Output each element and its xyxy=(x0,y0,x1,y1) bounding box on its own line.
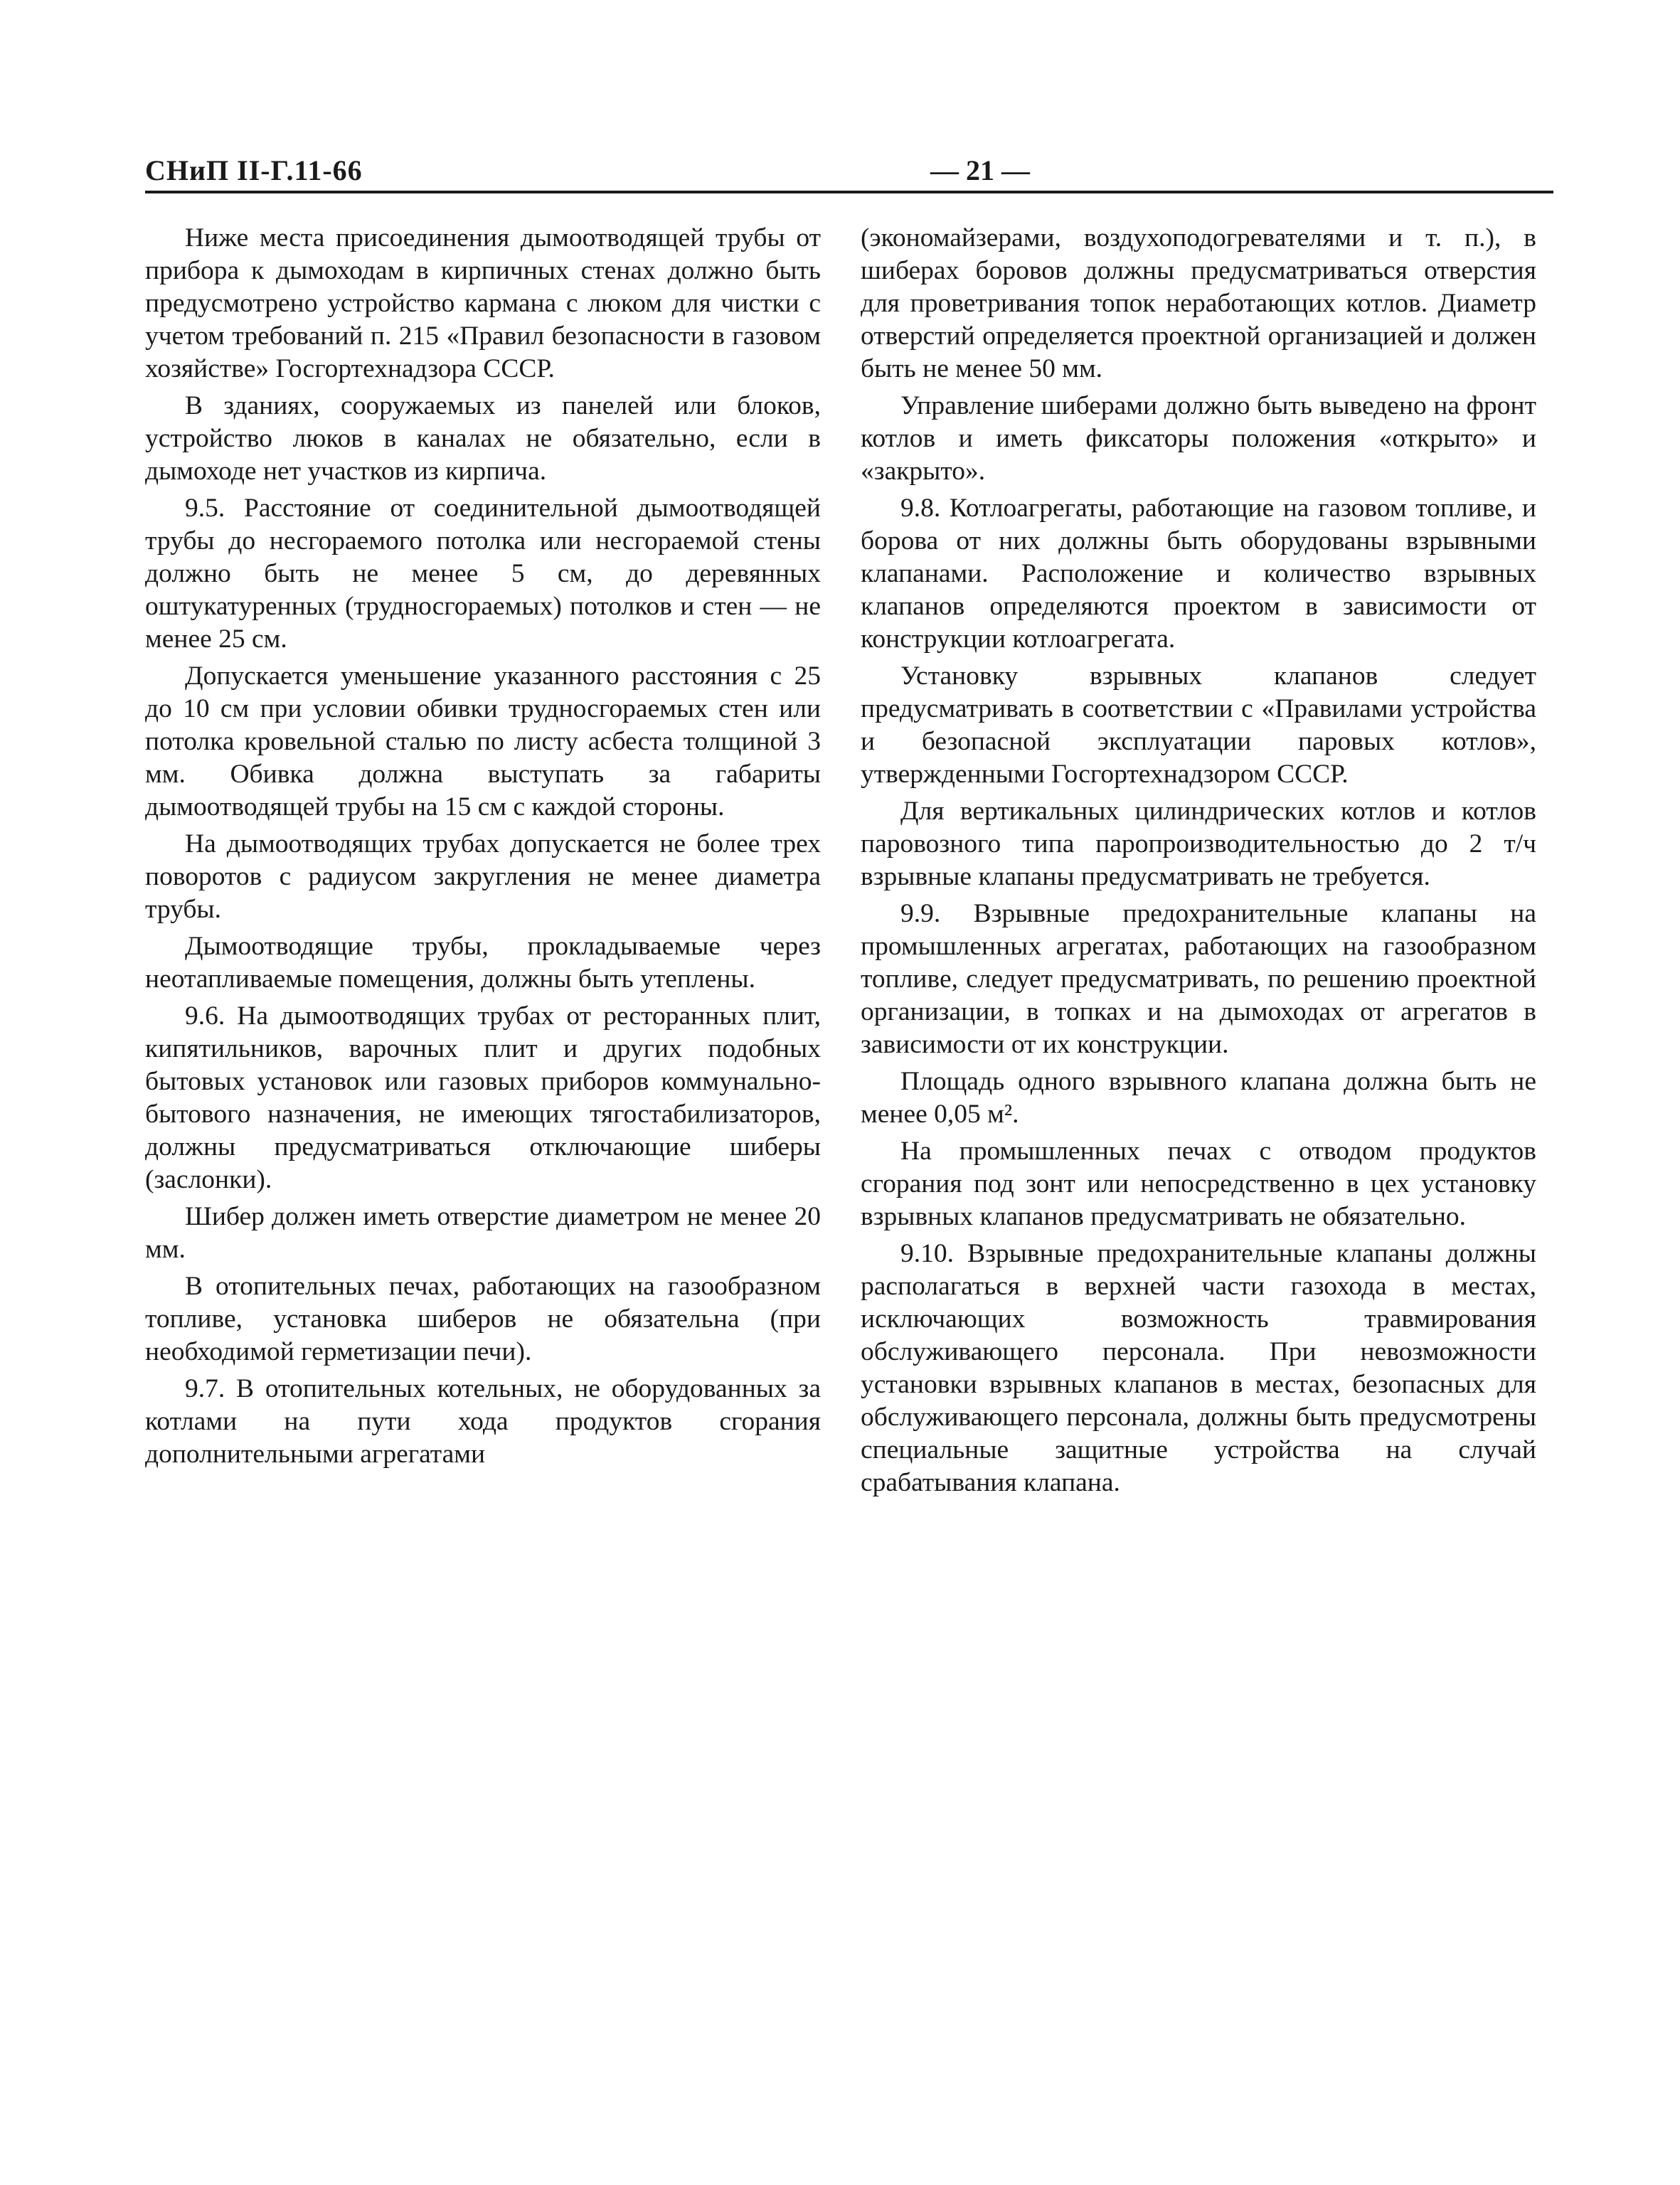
paragraph: Управление шиберами должно быть выведено на фронт котлов и иметь фиксаторы положения «открыто» и «закрыто». xyxy=(861,391,1536,486)
paragraph: Для вертикальных цилиндрических котлов и котлов паровозного типа паропроизводительностью до 2 т/ч взрывные клапаны предусматривать не требуется. xyxy=(861,797,1536,891)
paragraph: В отопительных печах, работающих на газообразном топливе, установка шиберов не обязательна (при необходимой герметизации печи). xyxy=(145,1272,821,1366)
paragraph: Шибер должен иметь отверстие диаметром не менее 20 мм. xyxy=(145,1202,821,1264)
paragraph: Ниже места присоединения дымоотводящей трубы от прибора к дымоходам в кирпичных стенах должно быть предусмотрено устройство кармана с люком для чистки с учетом требований п. 215 «Правил безопасности в газовом хозяйстве» Госгортехнадзора СССР. xyxy=(145,223,821,383)
paragraph: Установку взрывных клапанов следует предусматривать в соответствии с «Правилами устройства и безопасной эксплуатации паровых котлов», утвержденными Госгортехнадзором СССР. xyxy=(861,661,1536,789)
paragraph: 9.6. На дымоотводящих трубах от ресторанных плит, кипятильников, варочных плит и других подобных бытовых установок или газовых приборов коммунально-бытового назначения, не имеющих тягостабилизаторов, должны предусматриваться отключающие шиберы (заслонки). xyxy=(145,1001,821,1194)
right-column xyxy=(861,222,1536,1504)
paragraph: 9.7. В отопительных котельных, не оборудованных за котлами на пути хода продуктов сгорания дополнительными агрегатами xyxy=(145,1374,821,1469)
paragraph-continued: (экономайзерами, воздухоподогревателями и т. п.), в шиберах боровов должны предусматриваться отверстия для проветривания топок неработающих котлов. Диаметр отверстий определяется проектной организацией и должен быть не менее 50 мм. xyxy=(861,223,1536,383)
document-code: СНиП II-Г.11-66 xyxy=(145,154,363,186)
paragraph: 9.8. Котлоагрегаты, работающие на газовом топливе, и борова от них должны быть оборудованы взрывными клапанами. Расположение и количество взрывных клапанов определяются проектом в зависимости от конструкции котлоагрегата. xyxy=(861,494,1536,654)
paragraph: В зданиях, сооружаемых из панелей или блоков, устройство люков в каналах не обязательно, если в дымоходе нет участков из кирпича. xyxy=(145,391,821,486)
paragraph: Площадь одного взрывного клапана должна быть не менее 0,05 м². xyxy=(861,1067,1536,1129)
paragraph: 9.5. Расстояние от соединительной дымоотводящей трубы до несгораемого потолка или несгораемой стены должно быть не менее 5 см, до деревянных оштукатуренных (трудносгораемых) потолков и стен — не менее 25 см. xyxy=(145,494,821,654)
page-number: — 21 — xyxy=(930,154,1030,186)
paragraph: Допускается уменьшение указанного расстояния с 25 до 10 см при условии обивки трудносгораемых стен или потолка кровельной сталью по листу асбеста толщиной 3 мм. Обивка должна выступать за габариты дымоотводящей трубы на 15 см с каждой стороны. xyxy=(145,661,821,822)
paragraph: 9.10. Взрывные предохранительные клапаны должны располагаться в верхней части газохода в местах, исключающих возможность травмирования обслуживающего персонала. При невозможности установки взрывных клапанов в местах, безопасных для обслуживающего персонала, должны быть предусмотрены специальные защитные устройства на случай срабатывания клапана. xyxy=(861,1239,1536,1497)
paragraph: 9.9. Взрывные предохранительные клапаны на промышленных агрегатах, работающих на газообразном топливе, следует предусматривать, по решению проектной организации, в топках и на дымоходах от агрегатов в зависимости от их конструкции. xyxy=(861,899,1536,1059)
paragraph: Дымоотводящие трубы, прокладываемые через неотапливаемые помещения, должны быть утеплены. xyxy=(145,932,821,994)
left-column xyxy=(145,222,821,1475)
header-rule xyxy=(145,191,1553,193)
paragraph: На промышленных печах с отводом продуктов сгорания под зонт или непосредственно в цех установку взрывных клапанов предусматривать не обязательно. xyxy=(861,1137,1536,1231)
paragraph: На дымоотводящих трубах допускается не более трех поворотов с радиусом закругления не менее диаметра трубы. xyxy=(145,829,821,924)
page-header xyxy=(145,154,1553,196)
